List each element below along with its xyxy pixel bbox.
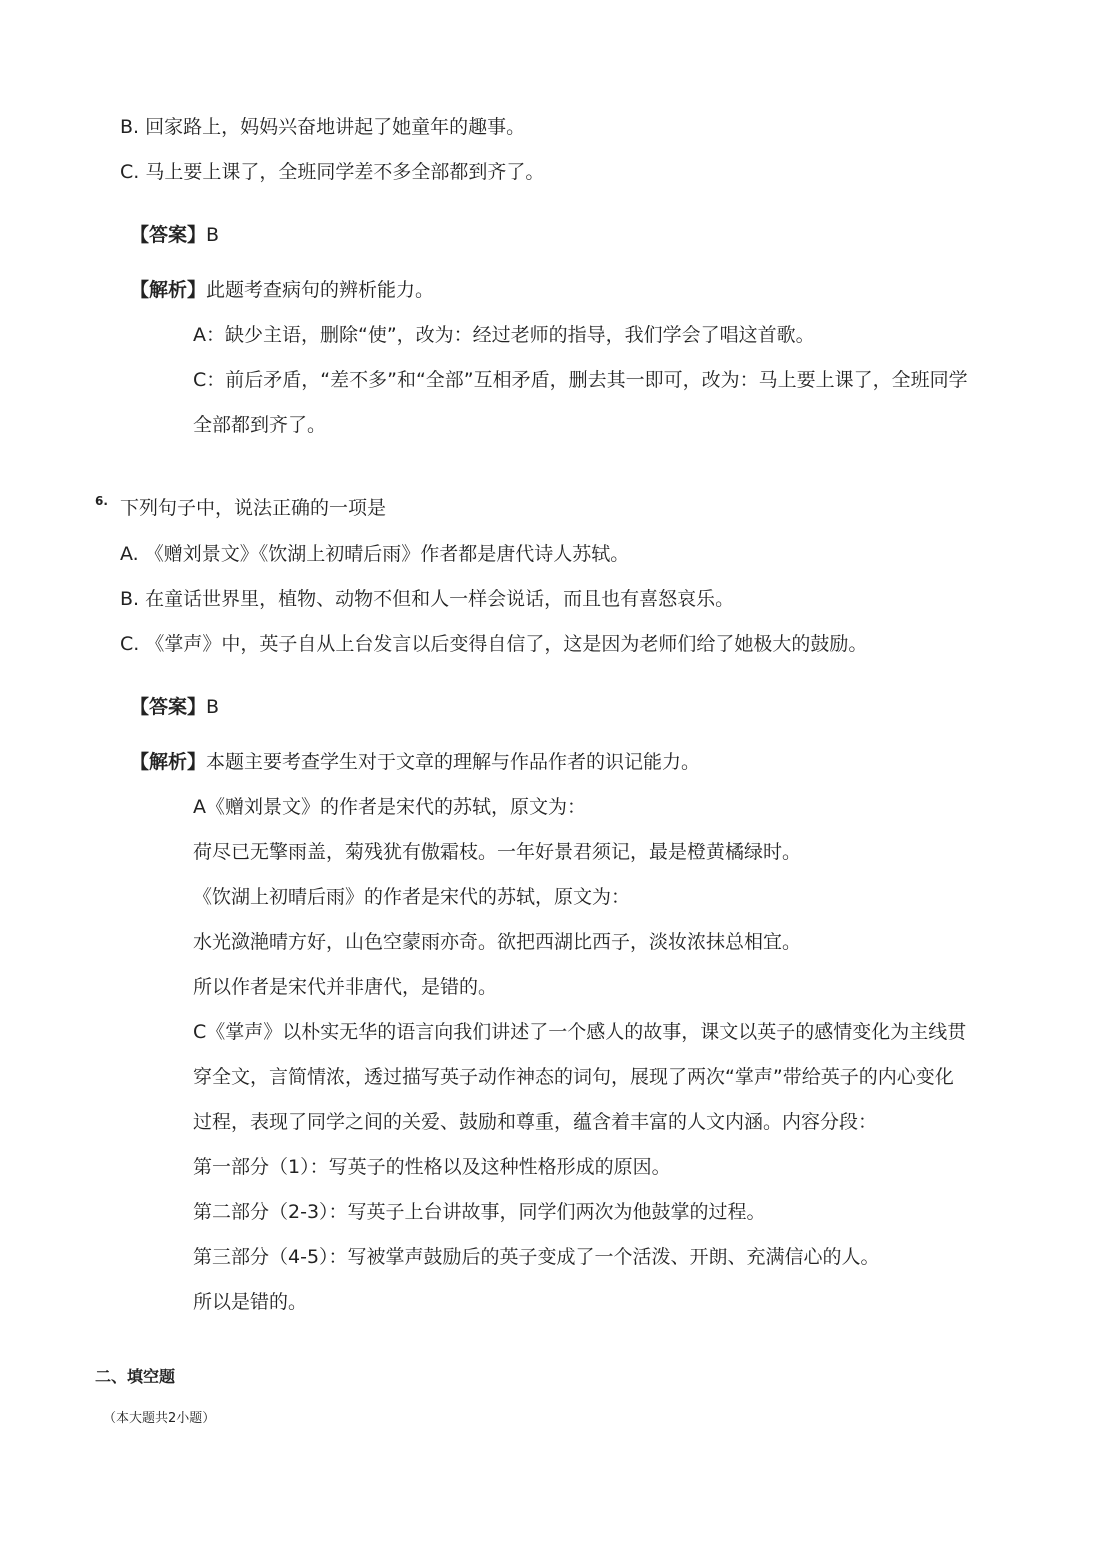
q6-option-c: C. 《掌声》中，英子自从上台发言以后变得自信了，这是因为老师们给了她极大的鼓励。 xyxy=(120,633,868,655)
q6-detail-line: 第二部分（2-3）：写英子上台讲故事，同学们两次为他鼓掌的过程。 xyxy=(193,1201,766,1223)
q6-detail-line: 《饮湖上初晴后雨》的作者是宋代的苏轼，原文为： xyxy=(193,886,631,908)
q6-detail-line: 荷尽已无擎雨盖，菊残犹有傲霜枝。一年好景君须记，最是橙黄橘绿时。 xyxy=(193,841,802,863)
q5-detail-line: A：缺少主语，删除“使”，改为：经过老师的指导，我们学会了唱这首歌。 xyxy=(193,324,815,346)
section-title: 二、填空题 xyxy=(95,1367,176,1386)
q5-analysis-text: 此题考查病句的辨析能力。 xyxy=(206,279,435,301)
q6-option-b: B. 在童话世界里，植物、动物不但和人一样会说话，而且也有喜怒哀乐。 xyxy=(120,588,735,610)
q6-detail-line: 所以是错的。 xyxy=(193,1291,308,1313)
q6-answer xyxy=(130,694,219,720)
q6-question: 下列句子中，说法正确的一项是 xyxy=(120,497,387,519)
q5-answer-value: B xyxy=(206,224,220,246)
q6-analysis-text: 本题主要考查学生对于文章的理解与作品作者的识记能力。 xyxy=(206,751,701,773)
q6-number: 6. xyxy=(95,494,108,508)
q5-option-c: C. 马上要上课了，全班同学差不多全部都到齐了。 xyxy=(120,161,545,183)
q6-analysis xyxy=(130,749,700,775)
q5-analysis-tag: 【解析】 xyxy=(130,279,207,301)
q5-detail-line: C：前后矛盾，“差不多”和“全部”互相矛盾，删去其一即可，改为：马上要上课了，全班同学 xyxy=(193,369,968,391)
q5-answer xyxy=(130,222,219,248)
q6-answer-value: B xyxy=(206,696,220,718)
q6-detail-line: C《掌声》以朴实无华的语言向我们讲述了一个感人的故事，课文以英子的感情变化为主线贯 xyxy=(193,1021,967,1043)
q5-analysis xyxy=(130,277,434,303)
q6-detail-line: A《赠刘景文》的作者是宋代的苏轼，原文为： xyxy=(193,796,586,818)
q6-answer-tag: 【答案】 xyxy=(130,696,207,718)
q6-option-a: A. 《赠刘景文》《饮湖上初晴后雨》作者都是唐代诗人苏轼。 xyxy=(120,543,630,565)
q6-detail-line: 第三部分（4-5）：写被掌声鼓励后的英子变成了一个活泼、开朗、充满信心的人。 xyxy=(193,1246,880,1268)
q6-detail-line: 第一部分（1）：写英子的性格以及这种性格形成的原因。 xyxy=(193,1156,671,1178)
q6-detail-line: 水光潋滟晴方好，山色空蒙雨亦奇。欲把西湖比西子，淡妆浓抹总相宜。 xyxy=(193,931,802,953)
q6-detail-line: 穿全文，言简情浓，透过描写英子动作神态的词句，展现了两次“掌声”带给英子的内心变化 xyxy=(193,1066,954,1088)
q6-detail-line: 所以作者是宋代并非唐代，是错的。 xyxy=(193,976,498,998)
q5-detail-line: 全部都到齐了。 xyxy=(193,414,327,436)
q5-answer-tag: 【答案】 xyxy=(130,224,207,246)
q5-option-b: B. 回家路上，妈妈兴奋地讲起了她童年的趣事。 xyxy=(120,116,526,138)
q6-analysis-tag: 【解析】 xyxy=(130,751,207,773)
section-note: （本大题共2小题） xyxy=(103,1411,216,1426)
q6-detail-line: 过程，表现了同学之间的关爱、鼓励和尊重，蕴含着丰富的人文内涵。内容分段： xyxy=(193,1111,878,1133)
